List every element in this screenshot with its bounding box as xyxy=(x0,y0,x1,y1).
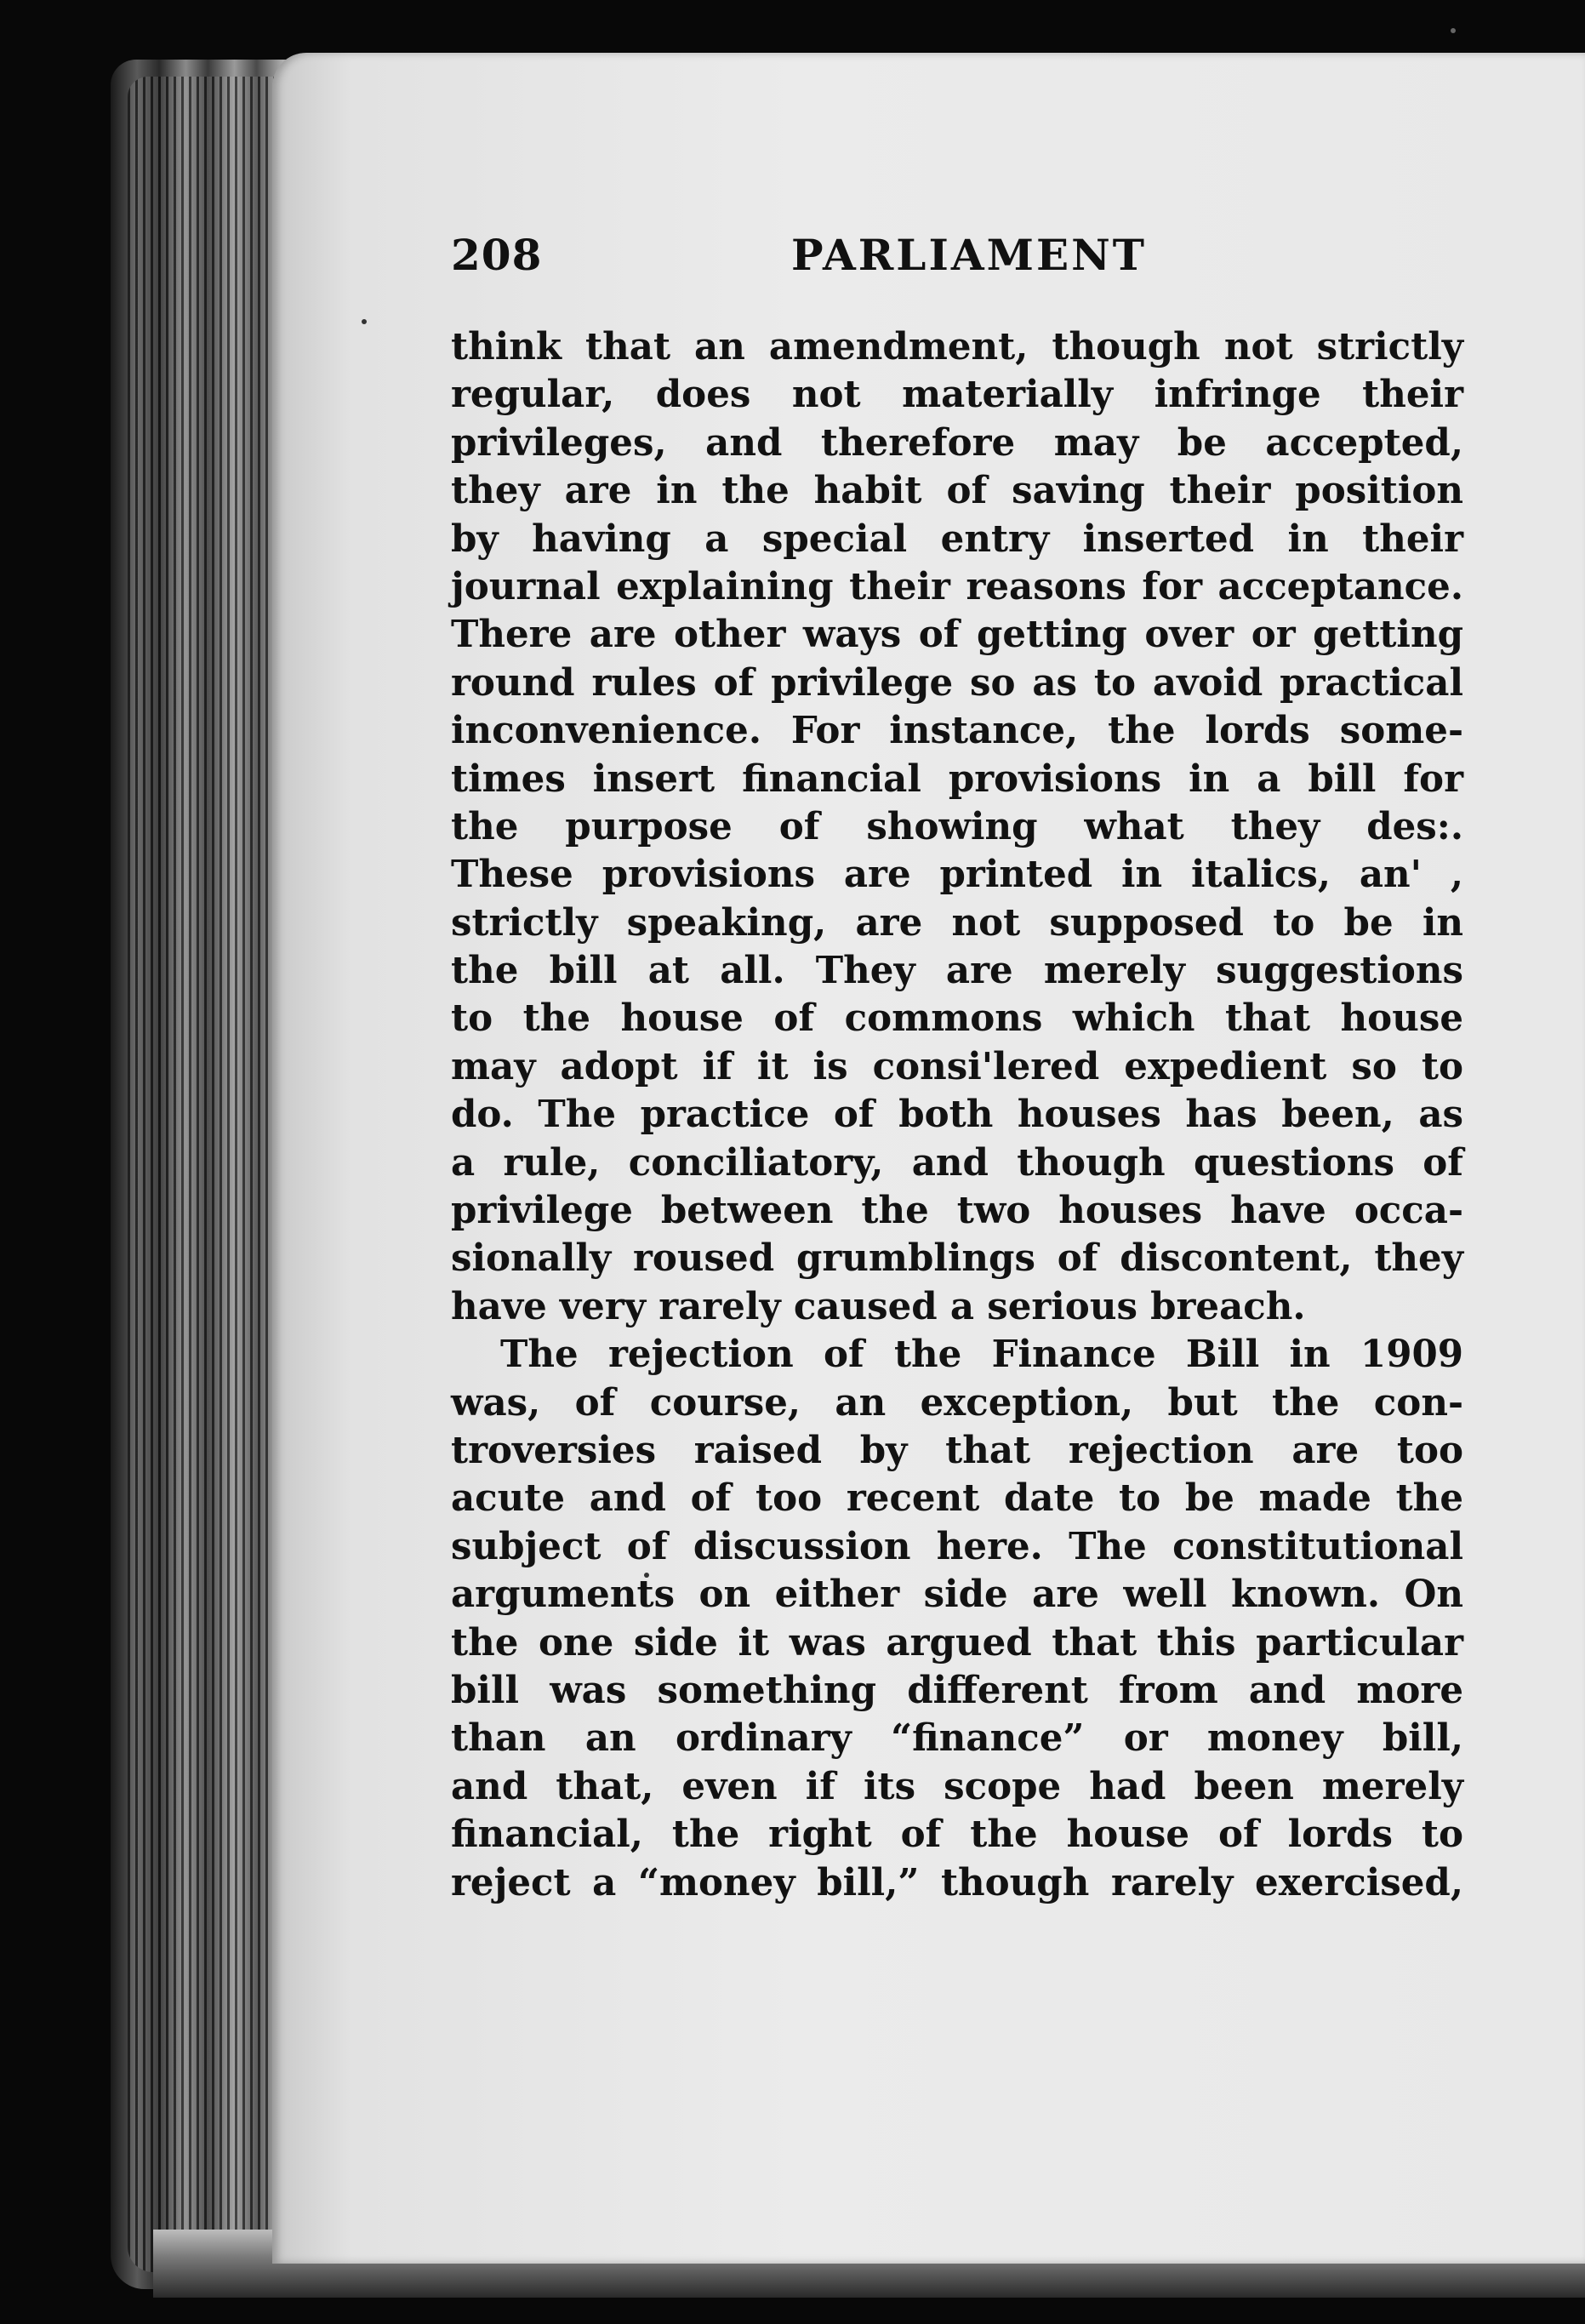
text-line: privilege between the two houses have occa- xyxy=(451,1189,1463,1233)
text-line: There are other ways of getting over or getting xyxy=(451,613,1463,657)
text-line: and that, even if its scope had been merely xyxy=(451,1764,1463,1808)
text-line: than an ordinary “finance” or money bill, xyxy=(451,1716,1463,1761)
text-line: regular, does not materially infringe their xyxy=(451,373,1463,417)
text-line: round rules of privilege so as to avoid practical xyxy=(451,660,1463,705)
text-line: bill was something different from and more xyxy=(451,1668,1463,1712)
text-line: financial, the right of the house of lords to xyxy=(451,1813,1463,1857)
body-text xyxy=(451,323,1463,1907)
text-line: privileges, and therefore may be accepted, xyxy=(451,420,1463,465)
text-line: strictly speaking, are not supposed to be in xyxy=(451,900,1463,945)
text-line: to the house of commons which that house xyxy=(451,996,1463,1041)
text-line: times insert financial provisions in a bill for xyxy=(451,757,1463,801)
dust-speck xyxy=(1451,28,1456,33)
dust-speck xyxy=(362,319,367,324)
text-line: the bill at all. They are merely suggestions xyxy=(451,949,1463,993)
text-line: they are in the habit of saving their position xyxy=(451,469,1463,513)
text-line: reject a “money bill,” though rarely exercised, xyxy=(451,1860,1463,1904)
text-line: the one side it was argued that this particular xyxy=(451,1620,1463,1664)
running-head: PARLIAMENT xyxy=(791,230,1148,280)
text-line: inconvenience. For instance, the lords some- xyxy=(451,709,1463,753)
text-line: acute and of too recent date to be made the xyxy=(451,1476,1463,1521)
text-line: troversies raised by that rejection are too xyxy=(451,1428,1463,1472)
text-line: a rule, conciliatory, and though questions of xyxy=(451,1140,1463,1185)
text-line: subject of discussion here. The constitutional xyxy=(451,1524,1463,1568)
text-line: by having a special entry inserted in their xyxy=(451,517,1463,561)
text-line: the purpose of showing what they des:. xyxy=(451,804,1463,848)
text-line: was, of course, an exception, but the con- xyxy=(451,1380,1463,1425)
text-line: The rejection of the Finance Bill in 1909 xyxy=(500,1333,1463,1377)
text-line: sionally roused grumblings of discontent, they xyxy=(451,1236,1463,1281)
text-line: arguments on either side are well known. On xyxy=(451,1573,1463,1617)
text-line: may adopt if it is consi'lered expedient so to xyxy=(451,1044,1463,1088)
page-header xyxy=(451,230,1472,298)
page-number: 208 xyxy=(451,230,543,280)
text-line: These provisions are printed in italics, an' , xyxy=(451,853,1463,897)
text-line: do. The practice of both houses has been, as xyxy=(451,1093,1463,1137)
text-line: have very rarely caused a serious breach. xyxy=(451,1284,1306,1328)
text-line: think that an amendment, though not strictly xyxy=(451,325,1463,368)
text-line: journal explaining their reasons for acceptance. xyxy=(451,564,1463,608)
